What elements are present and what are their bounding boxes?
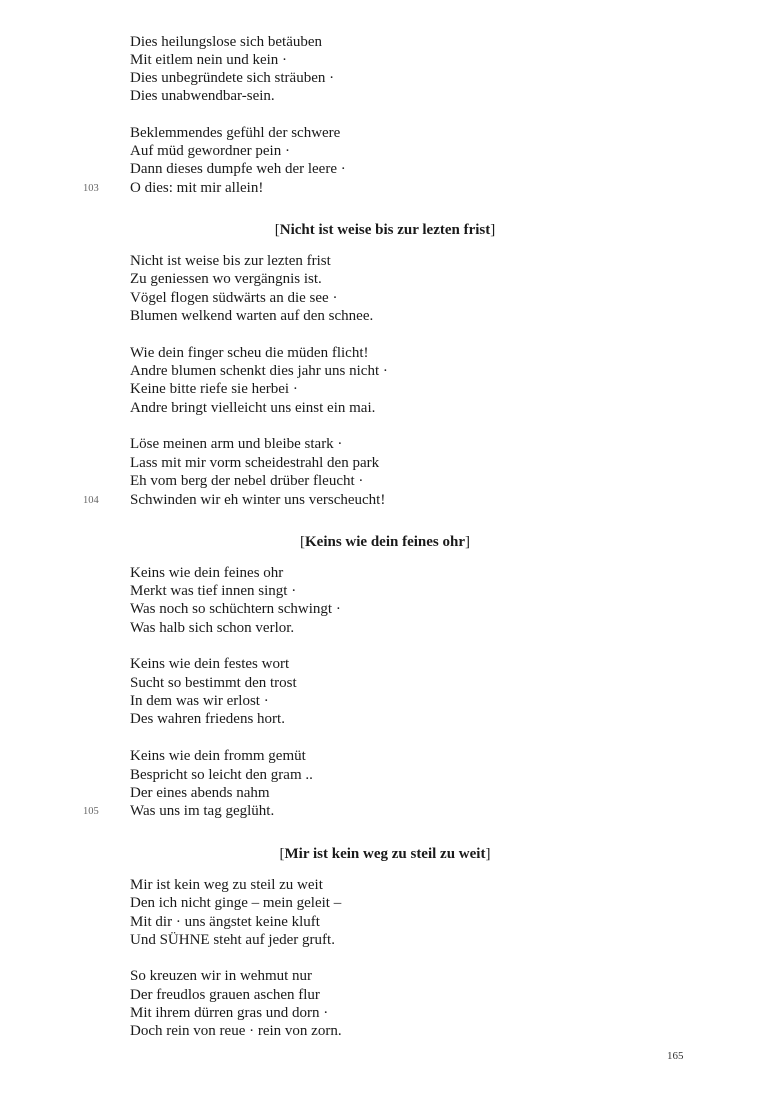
margin-number: 105 <box>83 806 99 817</box>
verse-line: Der freudlos grauen aschen flur <box>130 987 320 1003</box>
verse-line: Was uns im tag geglüht. <box>130 803 275 819</box>
margin-number: 103 <box>83 183 99 194</box>
verse-line: Was noch so schüchtern schwingt · <box>130 601 341 617</box>
poem-title: [Keins wie dein feines ohr] <box>300 534 470 550</box>
verse-line: Mit eitlem nein und kein · <box>130 52 288 68</box>
verse-line: So kreuzen wir in wehmut nur <box>130 968 313 984</box>
verse-line: Mit dir · uns ängstet keine kluft <box>130 914 320 930</box>
verse-line: Andre bringt vielleicht uns einst ein mai. <box>130 400 376 416</box>
verse-line: Schwinden wir eh winter uns verscheucht! <box>130 492 386 508</box>
verse-line: Beklemmendes gefühl der schwere <box>130 125 341 141</box>
verse-line: Merkt was tief innen singt · <box>130 583 297 599</box>
poem-title-text: Mir ist kein weg zu steil zu weit <box>284 846 486 862</box>
verse-line: Dies heilungslose sich betäuben <box>130 34 323 50</box>
verse-line: Keins wie dein festes wort <box>130 656 290 672</box>
verse-line: Dann dieses dumpfe weh der leere · <box>130 161 346 177</box>
verse-line: Nicht ist weise bis zur lezten frist <box>130 253 331 269</box>
verse-line: Wie dein finger scheu die müden flicht! <box>130 345 369 361</box>
verse-line: Was halb sich schon verlor. <box>130 620 295 636</box>
verse-line: Bespricht so leicht den gram .. <box>130 767 313 783</box>
verse-line: Des wahren friedens hort. <box>130 711 285 727</box>
verse-line: In dem was wir erlost · <box>130 693 269 709</box>
verse-line: Und SÜHNE steht auf jeder gruft. <box>130 932 335 948</box>
verse-line: O dies: mit mir allein! <box>130 180 264 196</box>
verse-line: Der eines abends nahm <box>130 785 270 801</box>
verse-line: Lass mit mir vorm scheidestrahl den park <box>130 455 380 471</box>
verse-line: Doch rein von reue · rein von zorn. <box>130 1023 342 1039</box>
verse-line: Den ich nicht ginge – mein geleit – <box>130 895 342 911</box>
poem-title-text: Keins wie dein feines ohr <box>305 534 465 550</box>
verse-line: Löse meinen arm und bleibe stark · <box>130 436 343 452</box>
verse-line: Keins wie dein fromm gemüt <box>130 748 306 764</box>
verse-line: Blumen welkend warten auf den schnee. <box>130 308 374 324</box>
verse-line: Auf müd gewordner pein · <box>130 143 290 159</box>
poem-title: [Mir ist kein weg zu steil zu weit] <box>279 846 491 862</box>
verse-line: Keins wie dein feines ohr <box>130 565 284 581</box>
verse-line: Sucht so bestimmt den trost <box>130 675 297 691</box>
page-number: 165 <box>667 1050 684 1062</box>
poem-title-text: Nicht ist weise bis zur lezten frist <box>279 222 491 238</box>
poem-title: [Nicht ist weise bis zur lezten frist] <box>274 222 496 238</box>
verse-line: Dies unbegründete sich sträuben · <box>130 70 335 86</box>
verse-line: Zu geniessen wo vergängnis ist. <box>130 271 322 287</box>
verse-line: Andre blumen schenkt dies jahr uns nicht · <box>130 363 388 379</box>
verse-line: Keine bitte riefe sie herbei · <box>130 381 298 397</box>
verse-line: Eh vom berg der nebel drüber fleucht · <box>130 473 364 489</box>
verse-line: Mir ist kein weg zu steil zu weit <box>130 877 323 893</box>
verse-line: Mit ihrem dürren gras und dorn · <box>130 1005 329 1021</box>
margin-number: 104 <box>83 495 99 506</box>
verse-line: Vögel flogen südwärts an die see · <box>130 290 338 306</box>
verse-line: Dies unabwendbar-sein. <box>130 88 275 104</box>
